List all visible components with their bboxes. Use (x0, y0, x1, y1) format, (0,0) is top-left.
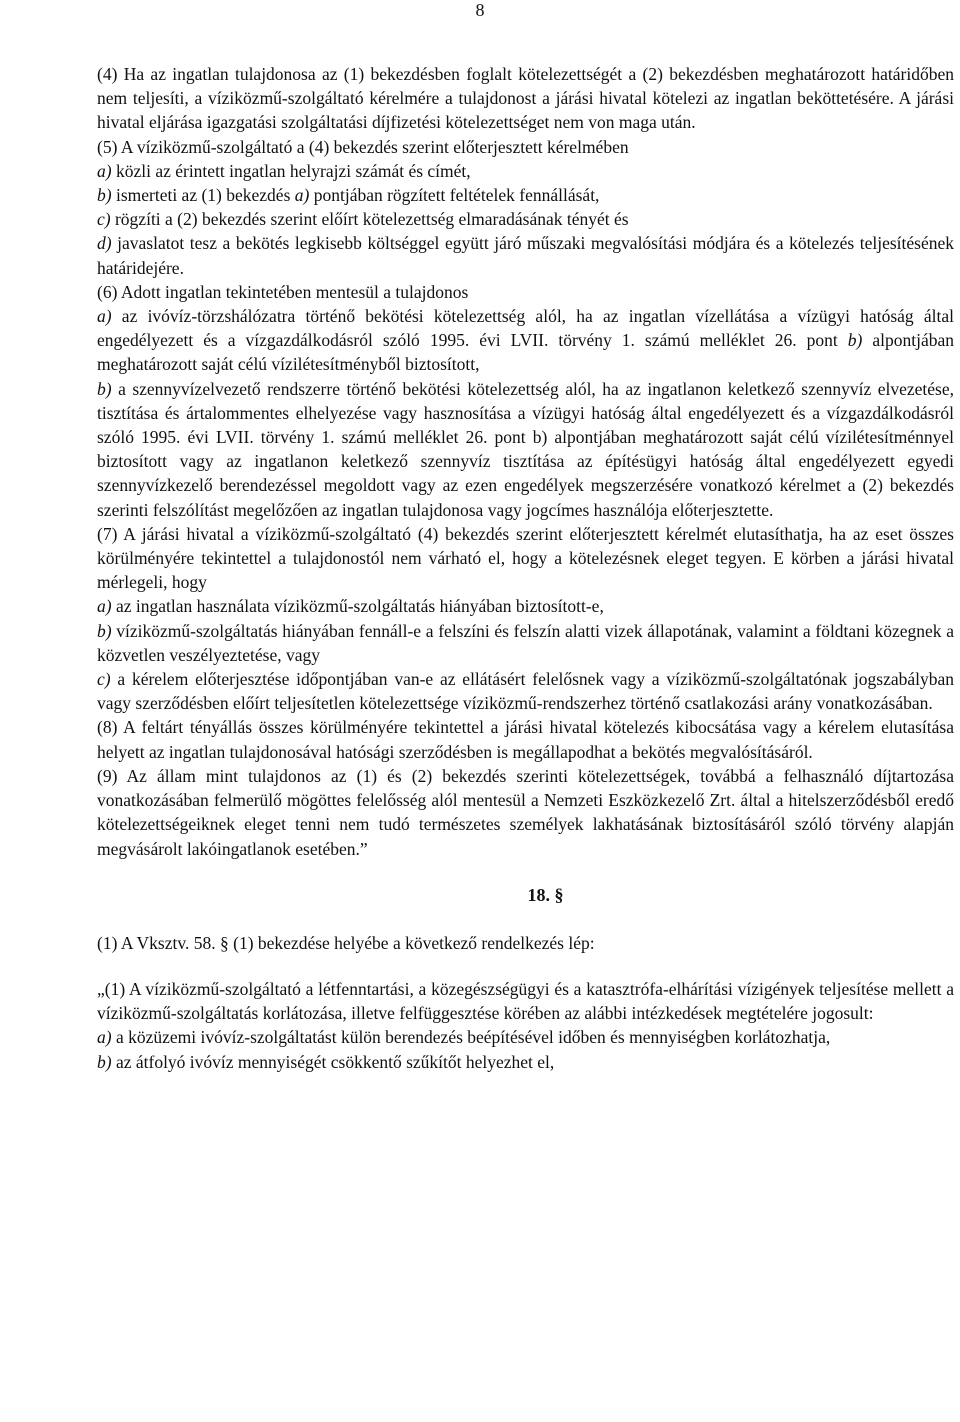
paragraph-4: (4) Ha az ingatlan tulajdonosa az (1) bekezdésben foglalt kötelezettségét a (2) bekezdésben meghatározott határidőben nem teljesíti, a víziközmű-szolgáltató kérelmére a tulajdonost a járási hivatal kötelezi az ingatlan beköttetésére. A járási hivatal eljárása igazgatási szolgáltatási díjfizetési kötelezettséget nem von maga után. (97, 64, 954, 133)
item-text: a közüzemi ivóvíz-szolgáltatást külön berendezés beépítésével időben és mennyiségben korlátozhatja, (111, 1027, 831, 1048)
paragraph-7-a (97, 594, 954, 618)
item-reference: a) (294, 185, 310, 206)
item-text: rögzíti a (2) bekezdés szerint előírt kötelezettség elmaradásának tényét és (110, 209, 629, 230)
item-marker: a) (97, 1027, 112, 1048)
item-marker: a) (97, 160, 112, 181)
paragraph-9: (9) Az állam mint tulajdonos az (1) és (2) bekezdés szerinti kötelezettségek, továbbá a felhasználó díjtartozása vonatkozásában felmerülő mögöttes felelősség alól mentesül a Nemzeti Eszközkezelő Zrt. által a hitelszerződésből eredő kötelezettségeiknek eleget tenni nem tudó természetes személyek lakhatásának biztosításáról szóló törvény alapján megvásárolt lakóingatlanok esetében.” (97, 765, 954, 859)
paragraph-7-c (97, 667, 954, 715)
document-body (97, 62, 954, 1074)
item-text: ismerteti az (1) bekezdés (111, 185, 295, 206)
paragraph-5: (5) A víziközmű-szolgáltató a (4) bekezdés szerint előterjesztett kérelmében (97, 136, 629, 157)
item-text: alpontjában meghatározott saját célú vízilétesítményből biztosított, (97, 330, 955, 375)
quoted-paragraph-1: „(1) A víziközmű-szolgáltató a létfenntartási, a közegészségügyi és a katasztrófa-elhárítási vízigények teljesítése mellett a víziközmű-szolgáltatás korlátozása, illetve felfüggesztése körében az alábbi intézkedések megtételére jogosult: (97, 978, 954, 1024)
paragraph-5-b (97, 183, 954, 207)
item-reference: b) (847, 330, 863, 351)
item-text: az ivóvíz-törzshálózatra történő bekötési kötelezettség alól, ha az ingatlan vízellátása a vízügyi hatóság által engedélyezett és a vízgazdálkodásról szóló 1995. évi LVII. törvény 1. számú melléklet 26. pont (97, 306, 954, 351)
item-marker: b) (97, 1051, 112, 1072)
item-marker: b) (97, 185, 112, 206)
item-marker: b) (97, 378, 112, 399)
paragraph-6: (6) Adott ingatlan tekintetében mentesül a tulajdonos (97, 281, 469, 302)
section-paragraph-1: (1) A Vksztv. 58. § (1) bekezdése helyébe a következő rendelkezés lép: (97, 932, 595, 953)
paragraph-8: (8) A feltárt tényállás összes körülményére tekintettel a járási hivatal kötelezés kibocsátása vagy a kérelem elutasítása helyett az ingatlan tulajdonosával hatósági szerződésben is megállapodhat a bekötés megvalósításáról. (97, 717, 954, 762)
quoted-paragraph-1-b (97, 1050, 954, 1074)
section-heading: 18. § (527, 884, 564, 905)
paragraph-7-b (97, 619, 954, 667)
item-marker: b) (97, 620, 112, 641)
item-text: javaslatot tesz a bekötés legkisebb költséggel együtt járó műszaki megvalósítási módjára és a kötelezés teljesítésének határidejére. (97, 233, 954, 278)
paragraph-7: (7) A járási hivatal a víziközmű-szolgáltató (4) bekezdés szerint előterjesztett kérelmét elutasíthatja, ha az eset összes körülményére tekintettel a tulajdonostól nem várható el, hogy a kötelezésnek eleget tegyen. E körben a járási hivatal mérlegeli, hogy (97, 523, 954, 593)
item-text: a szennyvízelvezető rendszerre történő bekötési kötelezettség alól, ha az ingatlanon keletkező szennyvíz elvezetése, tisztítása és ártalommentes elhelyezése vagy hasznosítása a vízügyi hatóság által engedélyezett és a vízgazdálkodásról szóló 1995. évi LVII. törvény 1. számú melléklet 26. pont b) alpontjában meghatározott saját célú vízilétesítménnyel biztosított vagy az ingatlanon keletkező szennyvíz tisztítása az építésügyi hatóság által engedélyezett egyedi szennyvízkezelő berendezéssel megoldott vagy az ezen engedélyek megszerzésére vonatkozó kérelmet a (2) bekezdés szerinti felszólítást megelőzően az ingatlan tulajdonosa vagy jogcímes használója előterjesztette. (97, 378, 954, 520)
paragraph-6-b (97, 377, 954, 522)
item-text: a kérelem előterjesztése időpontjában van-e az ellátásért felelősnek vagy a víziközmű-szolgáltatónak jogszabályban vagy szerződésben előírt teljesítetlen kötelezettsége víziközmű-rendszerhez történő csatlakozási arány vonatkozásában. (97, 669, 954, 714)
item-marker: a) (97, 596, 112, 617)
item-text: közli az érintett ingatlan helyrajzi számát és címét, (111, 160, 471, 181)
item-marker: c) (97, 209, 111, 230)
item-marker: c) (97, 669, 111, 690)
page-number: 8 (475, 0, 485, 20)
item-text: pontjában rögzített feltételek fennállását, (309, 185, 600, 206)
item-text: az átfolyó ivóvíz mennyiségét csökkentő szűkítőt helyezhet el, (111, 1051, 555, 1072)
paragraph-5-a (97, 159, 954, 183)
paragraph-6-a (97, 304, 954, 377)
item-text: víziközmű-szolgáltatás hiányában fennáll-e a felszíni és felszín alatti vizek állapotának, valamint a földtani közegnek a közvetlen veszélyeztetése, vagy (97, 620, 954, 665)
quoted-paragraph-1-a (97, 1025, 954, 1049)
item-text: az ingatlan használata víziközmű-szolgáltatás hiányában biztosított-e, (111, 596, 604, 617)
item-marker: d) (97, 233, 112, 254)
paragraph-5-c (97, 207, 954, 231)
paragraph-5-d (97, 231, 954, 279)
item-marker: a) (97, 306, 112, 327)
